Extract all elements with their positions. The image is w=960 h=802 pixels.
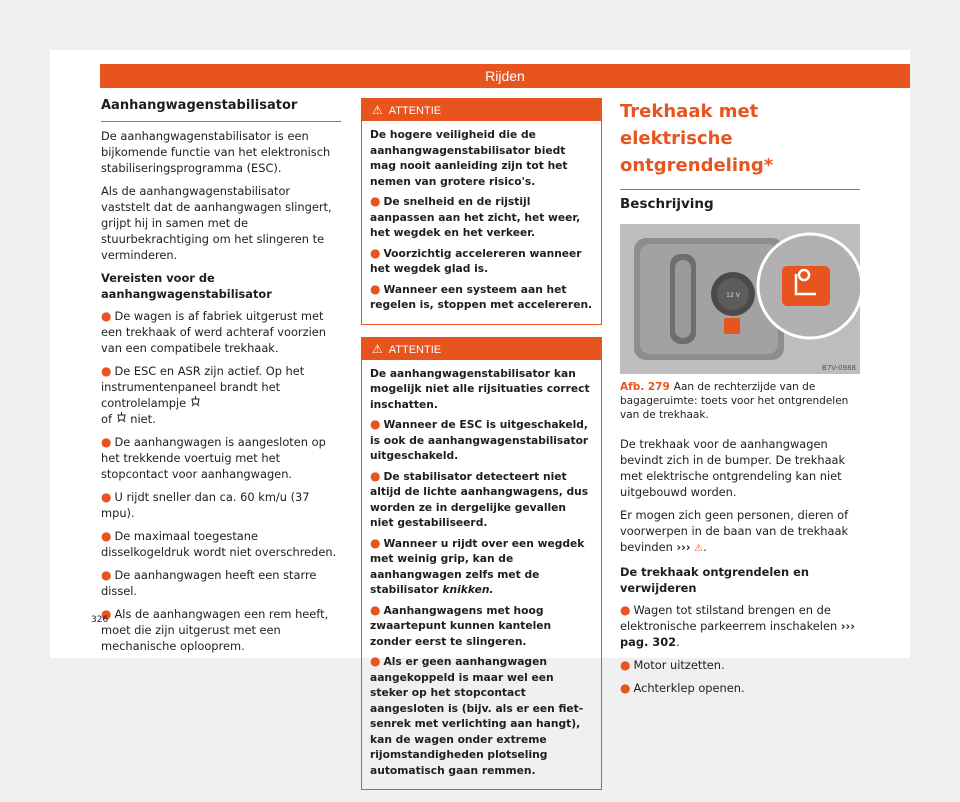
- bullet-icon: ●: [101, 435, 112, 449]
- warning-triangle-icon: ⚠: [372, 341, 383, 356]
- cross-reference-link[interactable]: ›››: [676, 540, 691, 554]
- subheading: De trekhaak ontgrendelen en verwijderen: [620, 565, 809, 595]
- warning-triangle-icon: ⚠: [372, 103, 383, 117]
- bullet-icon: ●: [370, 654, 381, 668]
- list-item: ● Wagen tot stilstand brengen en de elektronische parkeerrem inschakelen ››› pag. 302.: [620, 603, 855, 649]
- socket-label: 12 V: [726, 292, 740, 299]
- column-left: [101, 98, 341, 661]
- section-title: Aanhangwagenstabilisator: [101, 98, 341, 122]
- section-header: Rijden: [100, 64, 910, 88]
- page-reference-link[interactable]: ››› pag. 302: [620, 619, 855, 649]
- list-item: ● De aanhangwagen is aangesloten op het trekkende voertuig met het stopcontact voor aanhangwagen.: [101, 435, 326, 481]
- bullet-icon: ●: [370, 417, 381, 431]
- list-item: ● De snelheid en de rijstijl aanpassen aan het zicht, het weer, het wegdek en het verkeer.: [370, 194, 581, 239]
- list-item: ● De maximaal toegestane disselkogeldruk wordt niet overschreden.: [101, 529, 337, 559]
- list-item: ● Voorzichtig accelereren wanneer het wegdek glad is.: [370, 245, 582, 275]
- list-item: ● U rijdt sneller dan ca. 60 km/u (37 mpu).: [101, 490, 310, 520]
- bullet-icon: ●: [370, 281, 381, 296]
- list-item: ● Motor uitzetten.: [620, 658, 725, 672]
- paragraph: De trekhaak voor de aanhangwagen bevindt zich in de bumper. De trekhaak met elektrische ontgrendeling kan niet uitgebouwd worden.: [620, 437, 846, 499]
- bullet-icon: ●: [101, 309, 112, 323]
- list-item: ● Als er geen aanhangwagen aangekoppeld is maar wel een steker op het stopcontact aangesloten is (bijv. als er een fietsenrek met verlichting aan hangt), kan de wagen onder extreme rijomstandigheden plotseling automatisch gaan remmen.: [370, 654, 584, 777]
- list-item: ● Wanneer u rijdt over een wegdek met weinig grip, kan de aanhangwagen zelfs met de stabilisator knikken.: [370, 535, 585, 596]
- paragraph: De aanhangwagenstabilisator is een bijkomende functie van het elektronisch stabiliseringsprogramma (ESC).: [101, 129, 331, 175]
- bullet-icon: ●: [620, 603, 631, 617]
- bullet-icon: ●: [370, 535, 381, 550]
- trunk-panel-illustration: [620, 224, 860, 374]
- page-number: 326: [91, 615, 109, 625]
- bullet-icon: ●: [370, 468, 381, 483]
- figure-image: [620, 224, 860, 374]
- bullet-icon: ●: [370, 602, 381, 617]
- section-title: Beschrijving: [620, 189, 860, 212]
- paragraph: Als de aanhangwagenstabilisator vaststelt dat de aanhangwagen slingert, grijpt hij in samen met de stuurbekrachtiging om het slingeren te verminderen.: [101, 184, 332, 262]
- trailer-stability-warning-icon: [116, 412, 131, 426]
- warning-box: [361, 98, 602, 325]
- bullet-icon: ●: [101, 607, 112, 621]
- list-item: ● Wanneer de ESC is uitgeschakeld, is ook de aanhangwagenstabilisator uitgeschakeld.: [370, 417, 589, 462]
- warning-box: [361, 337, 602, 791]
- list-item: ● De wagen is af fabriek uitgerust met een trekhaak of werd achteraf voorzien van een compatibele trekhaak.: [101, 309, 326, 355]
- list-item: ● De aanhangwagen heeft een starre dissel.: [101, 568, 317, 598]
- trailer-stability-warning-icon: [190, 396, 201, 410]
- list-item: ● Als de aanhangwagen een rem heeft, moet die zijn uitgerust met een mechanische oplooprem.: [101, 607, 329, 653]
- bullet-icon: ●: [101, 568, 112, 582]
- warning-triangle-icon: ⚠: [694, 543, 704, 554]
- bullet-icon: ●: [620, 681, 631, 695]
- warning-text: De hogere veiligheid die de aanhangwagenstabilisator biedt mag nooit aanleiding zijn tot het nemen van grotere risico's.: [370, 128, 568, 188]
- figure-code: B7V-0988: [822, 364, 856, 372]
- bullet-icon: ●: [370, 194, 381, 208]
- warning-body: [362, 121, 601, 324]
- warning-text: De aanhangwagenstabilisator kan mogelijk niet alle rijsituaties correct inschatten.: [370, 366, 590, 411]
- list-item: ● Wanneer een systeem aan het regelen is, stoppen met accelereren.: [370, 281, 593, 311]
- column-right: [620, 98, 860, 703]
- list-item: ● Aanhangwagens met hoog zwaartepunt kunnen kantelen zonder eerst te slingeren.: [370, 602, 552, 648]
- figure-caption: Afb. 279 Aan de rechterzijde van de bagageruimte: toets voor het ontgrendelen van de trekhaak.: [620, 381, 849, 421]
- bullet-icon: ●: [101, 529, 112, 543]
- figure-reference: Afb. 279: [620, 381, 670, 393]
- paragraph: Er mogen zich geen personen, dieren of voorwerpen in de baan van de trekhaak bevinden ››› ⚠.: [620, 508, 849, 554]
- list-item: ● De stabilisator detecteert niet altijd de lichte aanhangwagens, dus worden ze in dergelijke gevallen niet gestabiliseerd.: [370, 468, 589, 529]
- warning-header: ⚠ ATTENTIE: [362, 338, 601, 360]
- bullet-icon: ●: [620, 658, 631, 672]
- bullet-icon: ●: [101, 364, 112, 378]
- list-item: ● De ESC en ASR zijn actief. Op het instrumentenpaneel brandt het controlelampje of niet.: [101, 364, 305, 426]
- chapter-title: Trekhaak met elektrische ontgrendeling*: [620, 101, 774, 176]
- warning-body: [362, 360, 601, 790]
- bullet-icon: ●: [101, 490, 112, 504]
- bullet-icon: ●: [370, 245, 381, 260]
- manual-page: [50, 50, 910, 777]
- subheading: Vereisten voor de aanhangwagenstabilisator: [101, 271, 272, 301]
- column-middle: [361, 98, 602, 802]
- list-item: ● Achterklep openen.: [620, 681, 745, 695]
- warning-header: ⚠ ATTENTIE: [362, 99, 601, 121]
